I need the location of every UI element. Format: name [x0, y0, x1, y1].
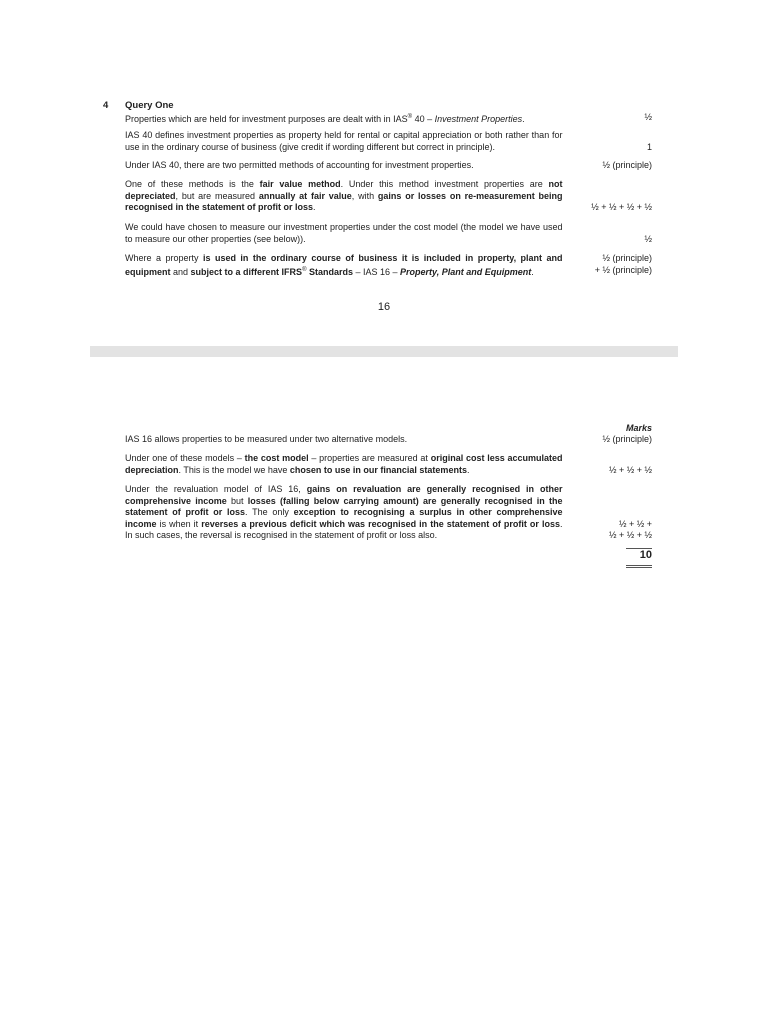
paragraph-revaluation-model: Under the revaluation model of IAS 16, gains on revaluation are generally recognised in other comprehensive income but losses (falling below carrying amount) are generally recognised in the statement of profit or loss. The only exception to recognising a surplus in other comprehensive income is when it reverses a previous deficit which was recognised in the statement of profit or loss. In such cases, the reversal is recognised in the statement of profit or loss also. ½ + ½ + ½ + ½ + ½: [125, 484, 652, 540]
paragraph-cost-model: Under one of these models – the cost model – properties are measured at original cost less accumulated depreciation. This is the model we have chosen to use in our financial statements. ½ + ½ + ½: [125, 453, 652, 475]
paragraph-ias40-intro: Properties which are held for investment purposes are dealt with in IAS® 40 – Investment Properties. ½: [125, 112, 652, 124]
question-number: 4: [103, 100, 109, 111]
mark-value: ½ (principle): [602, 160, 652, 170]
paragraph-two-methods: Under IAS 40, there are two permitted methods of accounting for investment properties. ½ (principle): [125, 160, 652, 170]
mark-value: 1: [646, 141, 652, 152]
mark-value: ½ + ½ + ½ + ½: [591, 202, 652, 212]
total-marks: 10: [639, 549, 652, 561]
paragraph-ppe-classification: Where a property is used in the ordinary course of business it is included in property, plant and equipment and subject to a different IFRS® Standards – IAS 16 – Property, Plant and Equipment. ½ (principle) + ½ (principle): [125, 253, 652, 277]
mark-value: ½: [644, 112, 652, 122]
mark-value: ½ (principle) + ½ (principle): [594, 253, 652, 275]
total-rule-bottom: [626, 565, 652, 566]
page-separator: [90, 346, 678, 357]
paragraph-ias16-models: IAS 16 allows properties to be measured under two alternative models. ½ (principle): [125, 434, 652, 444]
mark-value: ½ (principle): [602, 434, 652, 444]
paragraph-cost-model-option: We could have chosen to measure our investment properties under the cost model (the model we have used to measure our other properties (see below)). ½: [125, 222, 652, 244]
paragraph-fair-value-method: One of these methods is the fair value method. Under this method investment properties are not depreciated, but are measured annually at fair value, with gains or losses on re-measurement being recognised in the statement of profit or loss. ½ + ½ + ½ + ½: [125, 179, 652, 212]
paragraph-ias40-definition: IAS 40 defines investment properties as property held for rental or capital appreciation or both rather than for use in the ordinary course of business (give credit if wording different but correct in principle). 1: [125, 130, 652, 152]
mark-value: ½ + ½ + ½ + ½ + ½: [608, 518, 652, 540]
question-title: Query One: [125, 100, 174, 111]
mark-value: ½: [644, 233, 652, 244]
page-number: 16: [377, 301, 391, 313]
total-rule-bottom-double: [626, 567, 652, 568]
marks-column-header: Marks: [625, 423, 652, 433]
mark-value: ½ + ½ + ½: [608, 464, 652, 475]
